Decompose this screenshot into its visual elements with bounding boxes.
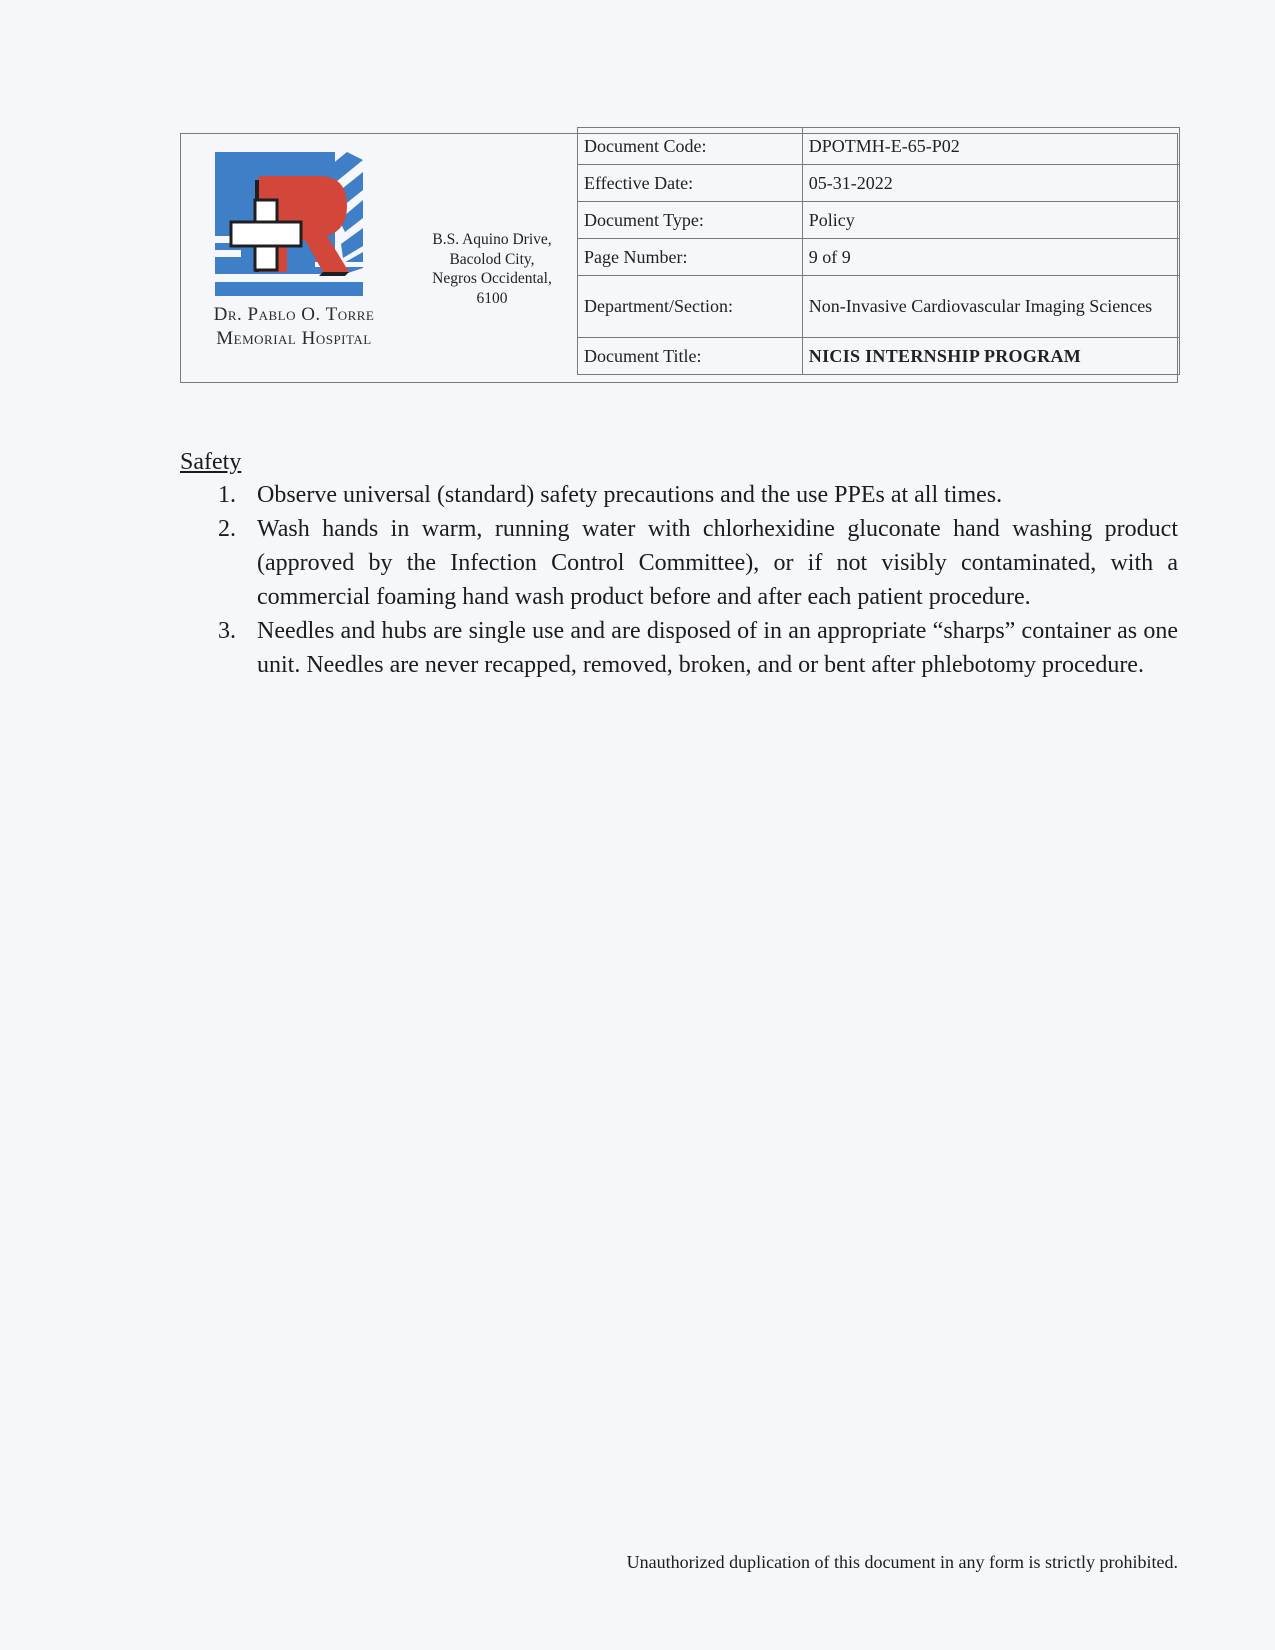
- list-item-text: Observe universal (standard) safety precautions and the use PPEs at all times.: [257, 482, 1003, 508]
- hospital-name-line-1: Dr. Pablo O. Torre: [213, 304, 375, 325]
- metadata-label: Page Number:: [578, 239, 803, 276]
- metadata-value: 05-31-2022: [802, 165, 1179, 202]
- address-line: Bacolod City,: [449, 250, 535, 268]
- list-item-text: Needles and hubs are single use and are disposed of in an appropriate “sharps” container as one unit. Needles are never recapped, removed, broken, and or bent after phlebotomy procedure.: [257, 618, 1178, 678]
- list-item-number: 2.: [218, 516, 236, 542]
- list-item-number: 3.: [218, 618, 236, 644]
- metadata-value: 9 of 9: [802, 239, 1179, 276]
- address-line: 6100: [476, 289, 508, 307]
- metadata-row-department: [578, 276, 1180, 338]
- metadata-label: Effective Date:: [578, 165, 803, 202]
- metadata-row-document-title: [578, 338, 1180, 375]
- list-item-text: Wash hands in warm, running water with chlorhexidine gluconate hand washing product (approved by the Infection Control Committee), or if not visibly contaminated, with a commercial foaming hand wash product before and after each patient procedure.: [257, 516, 1178, 610]
- section-title: Safety: [180, 449, 242, 475]
- hospital-logo-icon: [215, 152, 373, 300]
- hospital-address: [407, 230, 577, 308]
- hospital-name-line-2: Memorial Hospital: [216, 328, 372, 349]
- metadata-row-effective-date: [578, 165, 1180, 202]
- metadata-value: Non-Invasive Cardiovascular Imaging Sciences: [802, 276, 1179, 338]
- metadata-value: DPOTMH-E-65-P02: [802, 128, 1179, 165]
- metadata-label: Department/Section:: [578, 276, 803, 338]
- metadata-row-document-code: [578, 128, 1180, 165]
- footer-notice: Unauthorized duplication of this document in any form is strictly prohibited.: [626, 1552, 1178, 1572]
- address-line: Negros Occidental,: [432, 270, 552, 287]
- metadata-row-page-number: [578, 239, 1180, 276]
- metadata-label: Document Type:: [578, 202, 803, 239]
- list-item: [180, 478, 1178, 512]
- document-metadata-table: [577, 127, 1180, 375]
- hospital-identity: [181, 134, 577, 382]
- list-item: [180, 512, 1178, 614]
- metadata-row-document-type: [578, 202, 1180, 239]
- address-line: B.S. Aquino Drive,: [432, 231, 552, 248]
- metadata-label: Document Title:: [578, 338, 803, 375]
- list-item: [180, 614, 1178, 682]
- metadata-value: Policy: [802, 202, 1179, 239]
- document-title: NICIS INTERNSHIP PROGRAM: [802, 338, 1179, 375]
- document-header: [180, 133, 1178, 383]
- metadata-label: Document Code:: [578, 128, 803, 165]
- list-item-number: 1.: [218, 482, 236, 508]
- safety-list: [180, 478, 1178, 682]
